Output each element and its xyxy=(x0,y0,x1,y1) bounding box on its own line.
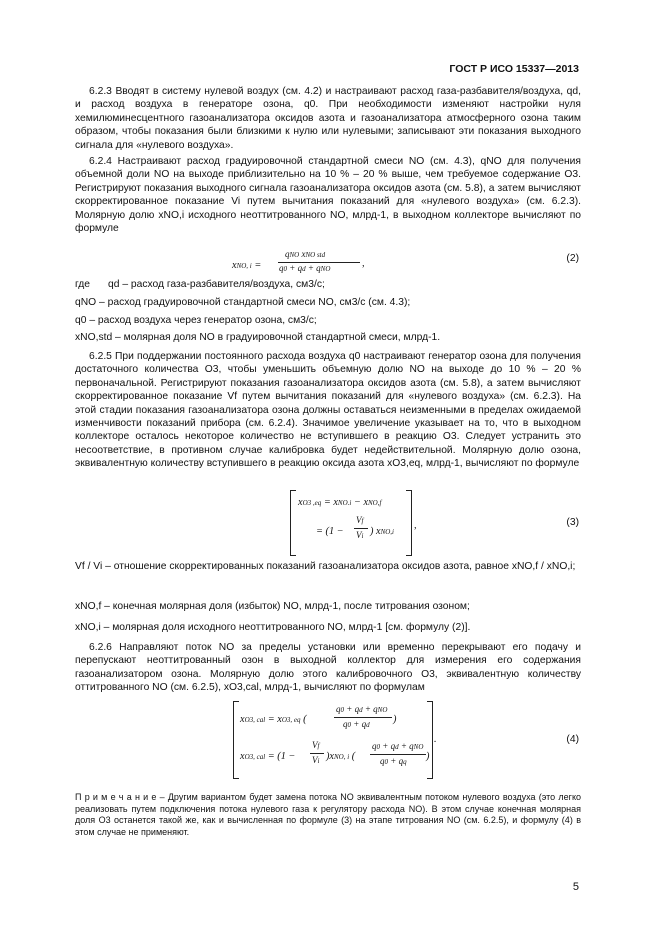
paragraph-6-2-6: 6.2.6 Направляют поток NO за пределы установки или временно перекрывают его подачу и перепускают неоттитрованный озон в выходной коллектор для измерения его содержания газоанализатором озона. Молярную долю этого калибровочного O3, эквивалентную количеству оттитрованного NO (см. 6.2.5), xO3,cal, млрд-1, вычисляют по формулам xyxy=(75,642,581,694)
equation-number-2: (2) xyxy=(566,253,579,264)
definition-qno: qNO – расход градуировочной стандартной смеси NO, см3/с (см. 4.3); xyxy=(75,297,411,308)
definition-vf-vi-ratio: Vf / Vi – отношение скорректированных показаний газоанализатора оксидов азота, равное xNO,f / xNO,i; xyxy=(75,561,576,572)
paragraph-6-2-4: 6.2.4 Настраивают расход градуировочной стандартной смеси NO (см. 4.3), qNO для получения объемной доли NO на выходе приблизительно на 10 % – 20 % выше, чем требуемое содержание O3. Регистрируют показания выходного сигнала газоанализатора оксидов азота (см. 5.8), а затем вычисляют скорректированное показание Vi путем вычитания показаний для «нулевого воздуха» (см. 6.2.3). Молярную долю xNO,i исходного неоттитрованного NO, млрд-1, в выходном коллекторе вычисляют по формуле xyxy=(75,156,581,234)
equation-number-4: (4) xyxy=(566,734,579,745)
definition-qd: qd – расход газа-разбавителя/воздуха, см3/с; xyxy=(108,279,325,290)
note-label: П р и м е ч а н и е xyxy=(75,792,157,802)
where-label: где xyxy=(75,279,91,290)
paragraph-6-2-3: 6.2.3 Вводят в систему нулевой воздух (см. 4.2) и настраивают расход газа-разбавителя/воздуха, qd, и расход воздуха в генераторе озона, q0. При необходимости изменяют настройки нуля хемилюминесцентного газоанализатора оксидов азота и газоанализатора атмосферного озона таким образом, чтобы показания были близкими к нулю или нулевыми; записывают эти показания выходного сигнала для «нулевого воздуха». xyxy=(75,86,581,151)
definition-xno-f: xNO,f – конечная молярная доля (избыток) NO, млрд-1, после титрования озоном; xyxy=(75,601,470,612)
definition-xno-std: xNO,std – молярная доля NO в градуировочной стандартной смеси, млрд-1. xyxy=(75,332,441,343)
note xyxy=(75,792,581,839)
note-text: – Другим вариантом будет замена потока NO эквивалентным потоком нулевого воздуха (это легко реализовать путем подключения потока нулевого газа к регулятору расхода NO). В этом случае конечная молярная доля O3 останется такой же, как и вычисленная по формуле (3) на этапе титрования NO (см. 6.2.5), и формулу (4) в этом случае не применяют. xyxy=(75,792,581,838)
definition-xno-i: xNO,i – молярная доля исходного неоттитрованного NO, млрд-1 [см. формулу (2)]. xyxy=(75,622,471,633)
document-header: ГОСТ Р ИСО 15337—2013 xyxy=(449,63,579,75)
paragraph-6-2-5: 6.2.5 При поддержании постоянного расхода воздуха q0 настраивают генератор озона для получения достаточного количества O3, чтобы уменьшить объемную долю NO на выходе до 10 % – 20 % первоначальной. Регистрируют показания газоанализатора оксидов азота (см. 5.8), а затем вычисляют скорректированное показание Vf путем вычитания показаний для «нулевого воздуха» (см. 6.2.3). На этой стадии показания газоанализатора озона должны оставаться неизменными в пределах ожидаемой изменчивости показаний прибора (см. 6.2.4). Значимое увеличение указывает на то, что в выходном коллекторе осталось некоторое количество не вступившего в реакцию O3. Следует устранить это несоответствие, в противном случае калибровка будет недействительной. Молярную долю озона, эквивалентную количеству вступившего в реакцию оксида азота xO3,eq, млрд-1, вычисляют по формуле xyxy=(75,351,581,469)
page-number: 5 xyxy=(572,881,579,893)
equation-number-3: (3) xyxy=(566,517,579,528)
definition-q0: q0 – расход воздуха через генератор озона, см3/с; xyxy=(75,315,317,326)
